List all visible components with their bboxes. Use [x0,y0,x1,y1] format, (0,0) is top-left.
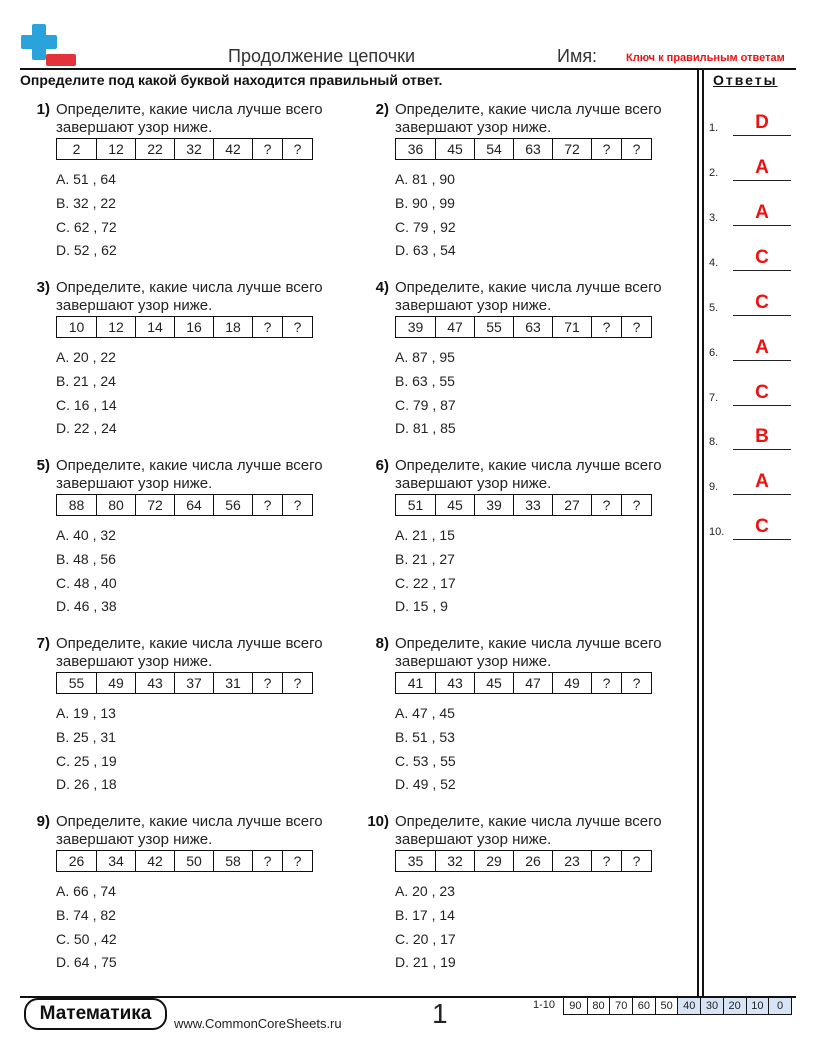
sequence-blank-cell: ? [621,495,651,515]
sequence-cell: 64 [174,495,213,515]
sequence-cell: 34 [96,851,135,871]
sequence-cell: 32 [174,139,213,159]
sequence-blank-cell: ? [621,673,651,693]
sequence-cell: 80 [96,495,135,515]
header-divider [20,68,796,70]
sequence-cell: 39 [407,319,424,335]
sequence-table [56,494,313,516]
problem-number: 9) [36,813,50,830]
choice-option: C. 62 , 72 [56,218,117,235]
choice-option: D. 49 , 52 [395,776,456,793]
problem-text: Определите, какие числа лучше всего завершают узор ниже. [56,813,323,848]
name-label: Имя: [557,46,598,66]
sequence-cell: 71 [552,317,591,337]
answer-row [709,290,793,316]
sequence-blank-cell: ? [621,317,651,337]
worksheet-title: Продолжение цепочки [228,46,416,66]
sequence-cell: 35 [407,853,424,869]
answer-letter: A [755,202,769,223]
sequence-cell: 33 [513,495,552,515]
choice-option: C. 53 , 55 [395,752,456,769]
choice-option: C. 16 , 14 [56,396,117,413]
choice-option: B. 21 , 27 [395,550,455,567]
choice-option: B. 17 , 14 [395,906,455,923]
answer-choices [56,702,117,797]
choice-option: C. 50 , 42 [56,930,117,947]
answer-blank-line [733,225,791,226]
answer-row [709,200,793,226]
choice-option: C. 79 , 87 [395,396,456,413]
sequence-table [395,850,652,872]
answer-blank-line [733,180,791,181]
answer-row [709,155,793,181]
sequence-cell: 63 [513,139,552,159]
problem-number: 7) [36,635,50,652]
problem-number: 10) [367,813,389,830]
score-cell: 0 [768,998,791,1014]
sequence-cell: 26 [68,853,85,869]
problem-item [359,101,679,271]
answer-choices [395,168,456,263]
sequence-cell: 10 [68,319,85,335]
sequence-cell: 47 [513,673,552,693]
sequence-table [395,316,652,338]
choice-option: D. 46 , 38 [56,598,117,615]
sequence-blank-cell: ? [252,495,282,515]
answer-blank-line [733,539,791,540]
problem-text: Определите, какие числа лучше всего завершают узор ниже. [395,101,662,136]
sequence-cell: 88 [68,497,85,513]
choice-option: B. 90 , 99 [395,194,455,211]
choice-option: A. 19 , 13 [56,705,116,721]
sequence-table [56,850,313,872]
answer-letter: A [755,157,769,178]
answer-letter: C [755,382,769,403]
choice-option: A. 40 , 32 [56,527,116,543]
sequence-cell: 55 [68,675,85,691]
problem-text: Определите, какие числа лучше всего завершают узор ниже. [56,279,323,314]
answer-number: 2. [709,167,719,179]
sequence-cell: 58 [213,851,252,871]
answer-number: 10. [709,526,725,538]
sequence-cell: 56 [213,495,252,515]
problem-text: Определите, какие числа лучше всего завершают узор ниже. [395,457,662,492]
answer-number: 1. [709,122,719,134]
sequence-blank-cell: ? [252,673,282,693]
answer-letter: B [755,426,769,447]
score-cell: 10 [746,998,769,1014]
sequence-cell: 43 [135,673,174,693]
sequence-cell: 55 [474,317,513,337]
score-cell: 50 [655,998,678,1014]
choice-option: B. 32 , 22 [56,194,116,211]
sequence-cell: 12 [96,317,135,337]
problem-item [20,635,340,805]
answer-letter: C [755,516,769,537]
sequence-cell: 18 [213,317,252,337]
score-cell: 30 [700,998,723,1014]
problem-item [359,813,679,983]
problem-text: Определите, какие числа лучше всего завершают узор ниже. [56,635,323,670]
sequence-cell: 45 [435,495,474,515]
answer-row [709,335,793,361]
choice-option: A. 51 , 64 [56,171,116,187]
answer-number: 4. [709,257,719,269]
sequence-cell: 50 [174,851,213,871]
answer-blank-line [733,270,791,271]
sequence-cell: 47 [435,317,474,337]
choice-option: C. 25 , 19 [56,752,117,769]
answer-column-divider [697,68,699,996]
problem-text: Определите, какие числа лучше всего завершают узор ниже. [395,813,662,848]
problem-number: 4) [375,279,389,296]
answer-choices [395,524,456,619]
choice-option: B. 21 , 24 [56,372,116,389]
answer-letter: A [755,471,769,492]
problem-number: 5) [36,457,50,474]
answer-number: 7. [709,392,719,404]
sequence-cell: 27 [552,495,591,515]
sequence-table [395,138,652,160]
answer-column-divider [702,68,704,996]
sequence-cell: 37 [174,673,213,693]
choice-option: B. 51 , 53 [395,728,455,745]
sequence-blank-cell: ? [591,851,621,871]
choice-option: D. 26 , 18 [56,776,117,793]
sequence-cell: 49 [96,673,135,693]
choice-option: A. 47 , 45 [395,705,455,721]
sequence-blank-cell: ? [591,673,621,693]
sequence-cell: 31 [213,673,252,693]
sequence-table [56,138,313,160]
choice-option: A. 87 , 95 [395,349,455,365]
problem-item [20,457,340,627]
answer-number: 5. [709,302,719,314]
sequence-cell: 42 [135,851,174,871]
sequence-cell: 16 [174,317,213,337]
sequence-cell: 54 [474,139,513,159]
answer-letter: A [755,337,769,358]
sequence-blank-cell: ? [282,851,312,871]
sequence-cell: 45 [474,673,513,693]
answer-letter: C [755,292,769,313]
sequence-blank-cell: ? [591,495,621,515]
answer-letter: D [755,112,769,133]
choice-option: D. 21 , 19 [395,954,456,971]
sequence-blank-cell: ? [591,317,621,337]
answer-blank-line [733,494,791,495]
page-number: 1 [432,998,448,1029]
score-cell: 60 [632,998,655,1014]
choice-option: B. 48 , 56 [56,550,116,567]
answer-blank-line [733,360,791,361]
score-range-label: 1-10 [533,999,556,1011]
sequence-blank-cell: ? [591,139,621,159]
answer-row [709,245,793,271]
sequence-blank-cell: ? [282,139,312,159]
answer-letter: C [755,247,769,268]
problem-number: 6) [375,457,389,474]
choice-option: D. 15 , 9 [395,598,448,615]
choice-option: A. 81 , 90 [395,171,455,187]
answer-choices [395,880,456,975]
choice-option: C. 22 , 17 [395,574,456,591]
choice-option: B. 63 , 55 [395,372,455,389]
sequence-cell: 42 [213,139,252,159]
choice-option: B. 25 , 31 [56,728,116,745]
score-table [563,997,792,1015]
problem-text: Определите, какие числа лучше всего завершают узор ниже. [56,457,323,492]
sequence-cell: 23 [552,851,591,871]
sequence-cell: 26 [513,851,552,871]
choice-option: D. 63 , 54 [395,242,456,259]
problem-text: Определите, какие числа лучше всего завершают узор ниже. [56,101,323,136]
sequence-blank-cell: ? [252,317,282,337]
answer-row [709,380,793,406]
sequence-blank-cell: ? [282,673,312,693]
problem-item [20,813,340,983]
answer-choices [56,880,117,975]
sequence-blank-cell: ? [252,139,282,159]
math-logo-icon [20,22,78,68]
choice-option: D. 81 , 85 [395,420,456,437]
sequence-cell: 72 [135,495,174,515]
score-cell: 70 [609,998,632,1014]
sequence-cell: 51 [407,497,424,513]
site-url: www.CommonCoreSheets.ru [174,1016,342,1031]
answer-choices [56,524,117,619]
choice-option: A. 66 , 74 [56,883,116,899]
sequence-cell: 14 [135,317,174,337]
score-cell: 90 [569,1000,582,1012]
sequence-cell: 72 [552,139,591,159]
sequence-cell: 45 [435,139,474,159]
score-cell: 20 [723,998,746,1014]
problem-text: Определите, какие числа лучше всего завершают узор ниже. [395,635,662,670]
choice-option: D. 64 , 75 [56,954,117,971]
problem-item [20,101,340,271]
score-cell: 80 [587,998,610,1014]
choice-option: D. 52 , 62 [56,242,117,259]
sequence-table [56,672,313,694]
sequence-blank-cell: ? [282,317,312,337]
answer-row [709,514,793,540]
answer-blank-line [733,135,791,136]
sequence-table [395,672,652,694]
sequence-cell: 49 [552,673,591,693]
answer-choices [395,702,456,797]
answer-choices [56,346,117,441]
answer-blank-line [733,405,791,406]
instructions: Определите под какой буквой находится правильный ответ. [20,72,443,88]
sequence-cell: 39 [474,495,513,515]
answer-number: 8. [709,436,719,448]
sequence-cell: 2 [72,141,81,157]
answer-blank-line [733,449,791,450]
sequence-cell: 41 [407,675,424,691]
sequence-cell: 32 [435,851,474,871]
answer-choices [395,346,456,441]
problem-item [359,457,679,627]
answer-row [709,110,793,136]
choice-option: C. 79 , 92 [395,218,456,235]
answer-choices [56,168,117,263]
brand-badge: Математика [24,998,167,1030]
choice-option: D. 22 , 24 [56,420,117,437]
choice-option: C. 20 , 17 [395,930,456,947]
score-cell: 40 [677,998,700,1014]
sequence-cell: 29 [474,851,513,871]
sequence-table [395,494,652,516]
answer-key-label: Ключ к правильным ответам [626,52,785,64]
answer-number: 6. [709,347,719,359]
choice-option: C. 48 , 40 [56,574,117,591]
answer-number: 9. [709,481,719,493]
sequence-blank-cell: ? [252,851,282,871]
sequence-table [56,316,313,338]
answer-row [709,424,793,450]
choice-option: A. 20 , 23 [395,883,455,899]
sequence-cell: 12 [96,139,135,159]
choice-option: A. 21 , 15 [395,527,455,543]
problem-text: Определите, какие числа лучше всего завершают узор ниже. [395,279,662,314]
problem-number: 2) [375,101,389,118]
sequence-cell: 36 [407,141,424,157]
sequence-blank-cell: ? [621,139,651,159]
problem-item [359,635,679,805]
sequence-blank-cell: ? [282,495,312,515]
choice-option: B. 74 , 82 [56,906,116,923]
answer-row [709,469,793,495]
sequence-cell: 22 [135,139,174,159]
problem-number: 1) [36,101,50,118]
answers-heading: Ответы [713,72,778,88]
problem-number: 3) [36,279,50,296]
problem-number: 8) [375,635,389,652]
answer-blank-line [733,315,791,316]
sequence-cell: 43 [435,673,474,693]
choice-option: A. 20 , 22 [56,349,116,365]
sequence-blank-cell: ? [621,851,651,871]
answer-number: 3. [709,212,719,224]
sequence-cell: 63 [513,317,552,337]
problem-item [20,279,340,449]
problem-item [359,279,679,449]
